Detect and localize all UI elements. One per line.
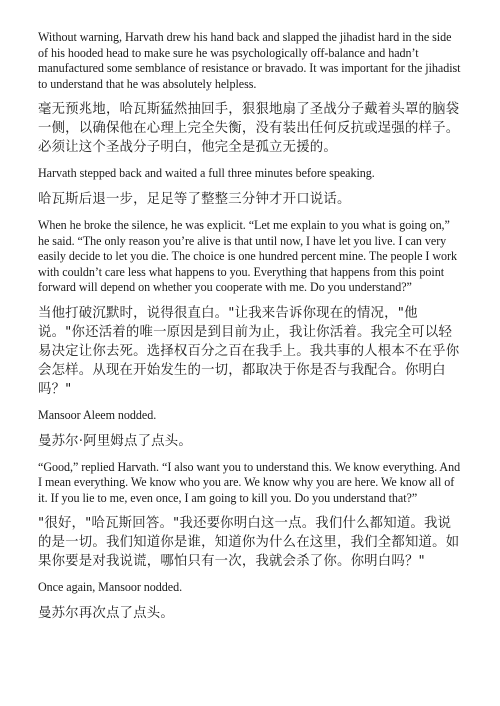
paragraph-en-3: When he broke the silence, he was explicit. “Let me explain to you what is going on,” he said. “The only reason you’re alive is that until now, I have let you live. I can very easily decide to let you die. The choice is one hundred percent mine. The people I work with couldn’t care less what happens to you. Everything that happens from this point forward will depend on whether you cooperate with me. Do you understand?” bbox=[38, 217, 458, 295]
paragraph-zh-5: "很好，"哈瓦斯回答。"我还要你明白这一点。我们什么都知道。我说的是一切。我们知道你是谁，知道你为什么在这里，我们全都知道。如果你要是对我说谎，哪怕只有一次，我就会杀了你。你明白吗？" bbox=[38, 516, 460, 570]
paragraph-en-2: Harvath stepped back and waited a full three minutes before speaking. bbox=[38, 166, 375, 181]
paragraph-zh-2: 哈瓦斯后退一步，足足等了整整三分钟才开口说话。 bbox=[38, 191, 351, 207]
paragraph-zh-3: 当他打破沉默时，说得很直白。"让我来告诉你现在的情况，"他说。"你还活着的唯一原因是到目前为止，我让你活着。我完全可以轻易决定让你去死。选择权百分之百在我手上。我共事的人根本不在乎你会怎样。从现在开始发生的一切，都取决于你是否与我配合。你明白吗？" bbox=[38, 305, 460, 397]
paragraph-zh-4: 曼苏尔·阿里姆点了点头。 bbox=[38, 433, 192, 449]
paragraph-zh-6: 曼苏尔再次点了点头。 bbox=[38, 605, 174, 621]
paragraph-en-4: Mansoor Aleem nodded. bbox=[38, 407, 157, 422]
paragraph-en-6: Once again, Mansoor nodded. bbox=[38, 580, 183, 595]
paragraph-en-1: Without warning, Harvath drew his hand back and slapped the jihadist hard in the side of his hooded head to make sure he was psychologically off-balance and hadn’t manufactured some semblance of resistance or bravado. It was important for the jihadist to understand that he was absolutely helpless. bbox=[38, 30, 461, 91]
document-page bbox=[38, 30, 462, 623]
paragraph-zh-1: 毫无预兆地，哈瓦斯猛然抽回手，狠狠地扇了圣战分子戴着头罩的脑袋一侧，以确保他在心理上完全失衡，没有装出任何反抗或逞强的样子。必须让这个圣战分子明白，他完全是孤立无援的。 bbox=[38, 102, 460, 156]
paragraph-en-5: “Good,” replied Harvath. “I also want you to understand this. We know everything. And I mean everything. We know who you are. We know why you are here. We know all of it. If you lie to me, even once, I am going to kill you. Do you understand that?” bbox=[38, 459, 461, 505]
